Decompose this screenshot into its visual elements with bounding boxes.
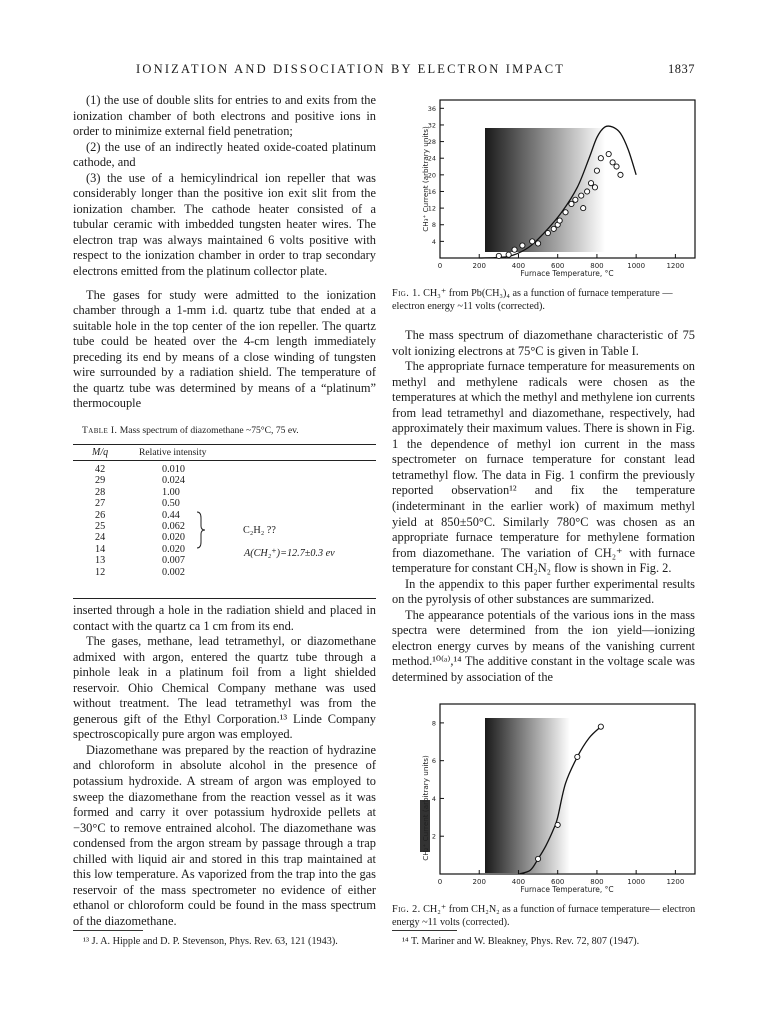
right-column-text [392, 328, 695, 686]
c2h2-note: C₂H₂ ?? [243, 525, 276, 536]
figure-2-ylabel: CH₂⁺ Current (arbitrary units) [421, 755, 430, 861]
y-tick-label: 32 [427, 121, 436, 130]
left-column-bottom [73, 603, 376, 929]
paragraph-appendix: In the appendix to this paper further experimental results on the pyrolysis of other substances are summarized. [392, 576, 695, 607]
table-cell-mq: 25 [95, 521, 106, 533]
figure-1-caption [392, 288, 704, 313]
x-tick-label: 800 [590, 262, 604, 270]
data-point [563, 210, 568, 215]
left-column-top [73, 93, 376, 412]
table-cell-mq: 27 [95, 498, 106, 510]
figure-1-chart [390, 95, 706, 280]
figure-1-ylabel: CH₃⁺ Current (arbitrary units) [421, 126, 430, 232]
table-cell-mq: 24 [95, 532, 106, 544]
data-point [598, 156, 603, 161]
x-tick-label: 600 [551, 878, 565, 886]
figure-2-caption-text: CH₂⁺ from CH₂N₂ as a function of furnace temperature— electron energy ~11 volts (corrected). [392, 904, 696, 928]
table-body [73, 461, 376, 599]
table-cell-intensity: 0.002 [162, 566, 185, 578]
paragraph-spectrum: The mass spectrum of diazomethane characteristic of 75 volt ionizing electrons at 75°C is given in Table I. [392, 328, 695, 358]
y-tick-label: 4 [431, 794, 436, 803]
table-caption [82, 425, 382, 437]
y-tick-label: 8 [431, 221, 436, 230]
data-point [557, 218, 562, 223]
table-header-row [73, 444, 376, 461]
data-point [588, 181, 593, 186]
y-tick-label: 20 [427, 171, 436, 180]
x-tick-label: 0 [437, 262, 443, 270]
y-tick-label: 6 [431, 757, 436, 766]
y-tick-label: 24 [427, 154, 436, 163]
paragraph-inserted: inserted through a hole in the radiation shield and placed in contact with the quartz ca 1 cm from its end. [73, 603, 376, 633]
table-cell-intensity: 0.010 [162, 464, 185, 475]
x-tick-label: 1000 [627, 878, 646, 886]
mq-column [95, 464, 105, 578]
table-cell-intensity: 0.020 [162, 543, 185, 555]
data-point [573, 197, 578, 202]
paragraph-diazomethane: Diazomethane was prepared by the reaction of hydrazine and chloroform in absolute alcohol in the presence of potassium hydroxide. A stream of argon was employed to sweep the diazomethane from the reaction vessel as it was formed and carry it over potassium hydroxide pellets at −30°C to remove entrained alcohol. The diazomethane was condensed from the argon stream by passage through a trap chilled with liquid air and stored in this trap maintained at this low temperature. As vaporized from the trap into the gas reservoir of the mass spectrometer no evidence of either ethanol or chloroform could be found in the mass spectrum of the diazomethane. [73, 742, 376, 928]
data-point [551, 226, 556, 231]
brace-icon [195, 510, 207, 550]
table-caption-text: Mass spectrum of diazomethane ~75°C, 75 ev. [119, 425, 299, 436]
data-point [592, 185, 597, 190]
table-cell-intensity: 0.007 [162, 555, 185, 567]
table-1 [73, 444, 376, 599]
data-point [614, 164, 619, 169]
table-cell-intensity: 0.50 [162, 498, 180, 510]
x-tick-label: 400 [511, 262, 526, 270]
table-cell-mq: 28 [95, 486, 106, 498]
x-tick-label: 600 [551, 262, 565, 270]
x-tick-label: 1200 [666, 878, 685, 886]
running-header [70, 62, 695, 78]
y-tick-label: 36 [427, 104, 436, 113]
table-cell-mq: 42 [95, 464, 106, 475]
figure-1-xlabel: Furnace Temperature, °C [520, 269, 614, 278]
list-item-2: (2) the use of an indirectly heated oxide-coated platinum cathode, and [73, 139, 376, 170]
y-tick-label: 8 [431, 719, 436, 728]
data-point [581, 206, 586, 211]
y-tick-label: 12 [427, 204, 436, 213]
x-tick-label: 200 [472, 878, 486, 886]
paragraph-gases: The gases for study were admitted to the ionization chamber through a 1-mm i.d. quartz tube that ended at a suitable hole in the top center of the ion repeller. The quartz tube could be heated over the 4-cm length immediately preceding its end by means of a close winding of tungsten wire surrounded by a radiation shield. The temperature of the quartz tube was determined by means of a “platinum” thermocouple [73, 287, 376, 411]
figure-1-caption-text: CH₃⁺ from Pb(CH₃)₄ as a function of furnace temperature —electron energy ~11 volts (corrected). [392, 288, 673, 312]
list-item-3: (3) the use of a hemicylindrical ion repeller that was considerably longer than the positive ion exit slit from the ionization chamber. The cathode heater consisted of a tubular ceramic with imbedded tungsten heater wires. The electron trap was always maintained 6 volts positive with respect to the ionization chamber in order to trap secondary electrons emitted from the platinum collector plate. [73, 170, 376, 279]
data-point [535, 856, 540, 861]
data-point [496, 253, 501, 258]
table-header-intensity: Relative intensity [139, 447, 207, 458]
footnote-rule-left [73, 930, 143, 931]
table-cell-mq: 13 [95, 555, 106, 567]
data-point [594, 168, 599, 173]
figure-2-xlabel: Furnace Temperature, °C [520, 885, 614, 894]
x-tick-label: 1000 [627, 262, 646, 270]
table-cell-intensity: 0.020 [162, 532, 185, 544]
x-tick-label: 0 [437, 878, 443, 886]
x-tick-label: 800 [590, 878, 604, 886]
paragraph-methane: The gases, methane, lead tetramethyl, or diazomethane admixed with argon, entered the quartz tube through a pinhole leak in a platinum foil from a light shielded reservoir. Ohio Chemical Company methane was used without treatment. The lead tetramethyl was from the generous gift of the Ethyl Corporation.¹³ Linde Company spectroscopically pure argon was employed. [73, 634, 376, 742]
data-point [569, 201, 574, 206]
page-number: 1837 [668, 62, 695, 76]
figure-2-chart [390, 700, 706, 895]
table-cell-mq: 12 [95, 566, 106, 578]
x-tick-label: 1200 [666, 262, 685, 270]
data-point [506, 252, 511, 257]
figure-2-caption [392, 904, 704, 929]
paragraph-appearance: The appearance potentials of the various ions in the mass spectra were determined from the ion yield—ionizing electron energy curves by means of the vanishing current method.¹⁰⁽ᵃ⁾,¹⁴ The additive constant in the voltage scale was determined by association of the [392, 607, 695, 685]
figure-2-shading [485, 718, 570, 873]
data-point [520, 243, 525, 248]
paragraph-furnace: The appropriate furnace temperature for measurements on methyl and methylene radicals were chosen as the temperatures at which the methyl and methylene ion currents from lead tetramethyl and diazomethane, respectively, had approximately their maximum values. There is shown in Fig. 1 the dependence of methyl ion current in the mass spectrometer on furnace temperature for constant lead tetramethyl flow. The data in Fig. 1 confirm the previously reported observation¹² and fix the temperature (indeterminant in the earlier work) of maximum methyl yield at 850±50°C. Similarly 780°C was chosen as an appropriate furnace temperature for methylene formation from diazomethane. The variation of CH₂⁺ with furnace temperature for constant CH₂N₂ flow is shown in Fig. 2. [392, 359, 695, 576]
y-tick-label: 2 [431, 832, 436, 841]
y-tick-label: 16 [427, 187, 436, 196]
data-point [579, 193, 584, 198]
table-cell-intensity: 0.062 [162, 521, 185, 533]
data-point [598, 724, 603, 729]
data-point [610, 160, 615, 165]
data-point [575, 754, 580, 759]
data-point [555, 822, 560, 827]
table-cell-intensity: 1.00 [162, 486, 180, 498]
data-point [606, 151, 611, 156]
data-point [512, 247, 517, 252]
figure-1-caption-label: Fig. 1. [392, 288, 421, 299]
running-title: IONIZATION AND DISSOCIATION BY ELECTRON IMPACT [136, 62, 566, 76]
data-point [618, 172, 623, 177]
data-point [545, 230, 550, 235]
list-item-1: (1) the use of double slits for entries to and exits from the ionization chamber of both electrons and positive ions in order to minimize external field penetration; [73, 93, 376, 139]
figure-2-caption-label: Fig. 2. [392, 904, 421, 915]
intensity-column [162, 464, 185, 578]
table-header-mq: M/q [92, 447, 109, 458]
table-label: Table I. [82, 425, 118, 436]
x-tick-label: 200 [472, 262, 486, 270]
table-cell-intensity: 0.024 [162, 475, 185, 487]
y-tick-label: 28 [427, 138, 436, 147]
data-point [535, 241, 540, 246]
data-point [585, 189, 590, 194]
footnote-13: ¹³ J. A. Hipple and D. P. Stevenson, Phys. Rev. 63, 121 (1943). [83, 936, 338, 947]
footnote-rule-right [392, 930, 457, 931]
y-tick-label: 4 [431, 237, 436, 246]
appearance-note: A(CH₂⁺)=12.7±0.3 ev [244, 548, 335, 559]
table-cell-mq: 14 [95, 543, 106, 555]
table-cell-mq: 29 [95, 475, 106, 487]
x-tick-label: 400 [511, 878, 526, 886]
table-cell-intensity: 0.44 [162, 509, 180, 521]
footnote-14: ¹⁴ T. Mariner and W. Bleakney, Phys. Rev. 72, 807 (1947). [402, 936, 640, 947]
data-point [530, 239, 535, 244]
table-cell-mq: 26 [95, 509, 106, 521]
